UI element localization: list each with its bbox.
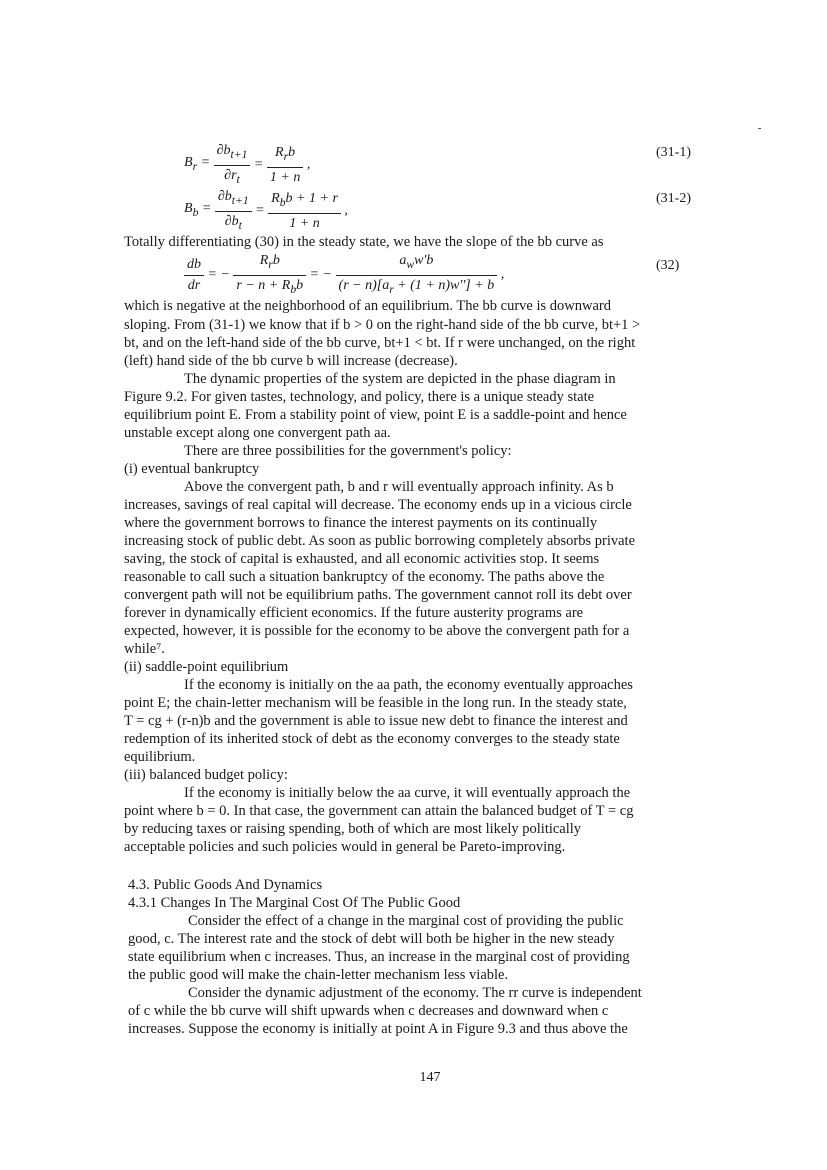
text-line: acceptable policies and such policies would in general be Pareto-improving.	[124, 839, 566, 855]
text-line: redemption of its inherited stock of debt as the economy converges to the steady state	[124, 731, 620, 747]
text-line: bt, and on the left-hand side of the bb curve, bt+1 < bt. If r were unchanged, on the right	[124, 335, 636, 351]
equation-number-31-2: (31-2)	[656, 191, 691, 206]
text-line: Figure 9.2. For given tastes, technology, and policy, there is a unique steady state	[124, 389, 595, 405]
text-line: (left) hand side of the bb curve b will increase (decrease).	[124, 353, 458, 369]
equation-number-31-1: (31-1)	[656, 145, 691, 160]
text-line: T = cg + (r-n)b and the government is able to issue new debt to finance the interest and	[124, 713, 628, 729]
text-line: (ii) saddle-point equilibrium	[124, 659, 289, 675]
text-line: 4.3. Public Goods And Dynamics	[128, 877, 323, 893]
text-line: equilibrium.	[124, 749, 196, 765]
text-line: Consider the dynamic adjustment of the economy. The rr curve is independent	[188, 985, 642, 1001]
text-line: equilibrium point E. From a stability point of view, point E is a saddle-point and hence	[124, 407, 627, 423]
equation-31-1: $B_r$ = $\frac{\partial b_{t+1}}{\partial r_t}$ = $\frac{R_rb}{1 + n}$ ,	[184, 143, 311, 186]
text-line: Consider the effect of a change in the marginal cost of providing the public	[188, 913, 624, 929]
text-line: reasonable to call such a situation bankruptcy of the economy. The paths above the	[124, 569, 605, 585]
text-line: forever in dynamically efficient economics. If the future austerity programs are	[124, 605, 584, 621]
text-line: point where b = 0. In that case, the government can attain the balanced budget of T = cg	[124, 803, 634, 819]
equation-32: $\frac{db}{dr}$ = − $\frac{R_rb}{r - n + R_bb}$ = − $\frac{a_ww'b}{(r - n)[a_r + (1 + n)w''] + b}$ ,	[184, 252, 504, 299]
text-line: while⁷.	[124, 641, 165, 657]
text-line: unstable except along one convergent path aa.	[124, 425, 391, 441]
text-line: increases. Suppose the economy is initially at point A in Figure 9.3 and thus above the	[128, 1021, 628, 1037]
text-line: (iii) balanced budget policy:	[124, 767, 288, 783]
text-line: point E; the chain-letter mechanism will be feasible in the long run. In the steady state,	[124, 695, 627, 711]
text-line: of c while the bb curve will shift upwards when c decreases and downward when c	[128, 1003, 609, 1019]
text-line: increasing stock of public debt. As soon as public borrowing completely absorbs private	[124, 533, 636, 549]
text-line: good, c. The interest rate and the stock of debt will both be higher in the new steady	[128, 931, 615, 947]
text-line: where the government borrows to finance the interest payments on its continually	[124, 515, 598, 531]
text-line: increases, savings of real capital will decrease. The economy ends up in a vicious circle	[124, 497, 632, 513]
text-line: by reducing taxes or raising spending, both of which are most likely politically	[124, 821, 582, 837]
text-line: saving, the stock of capital is exhausted, and all economic activities stop. It seems	[124, 551, 600, 567]
text-line: (i) eventual bankruptcy	[124, 461, 260, 477]
text-line: sloping. From (31-1) we know that if b > 0 on the right-hand side of the bb curve, bt+1 >	[124, 317, 641, 333]
text-line: There are three possibilities for the government's policy:	[184, 443, 512, 459]
equation-number-32: (32)	[656, 258, 680, 273]
text-line: 4.3.1 Changes In The Marginal Cost Of The Public Good	[128, 895, 461, 911]
text-line: If the economy is initially below the aa curve, it will eventually approach the	[184, 785, 631, 801]
equation-31-2: $B_b$ = $\frac{\partial b_{t+1}}{\partial b_t}$ = $\frac{R_bb + 1 + r}{1 + n}$ ,	[184, 189, 348, 232]
text-line: state equilibrium when c increases. Thus, an increase in the marginal cost of providing	[128, 949, 630, 965]
text-line: expected, however, it is possible for the economy to be above the convergent path for a	[124, 623, 630, 639]
page-number: 147	[419, 1070, 441, 1085]
text-line: convergent path will not be equilibrium paths. The government cannot roll its debt over	[124, 587, 632, 603]
text-line: The dynamic properties of the system are depicted in the phase diagram in	[184, 371, 616, 387]
text-line: the public good will make the chain-letter mechanism less viable.	[128, 967, 509, 983]
text-line: which is negative at the neighborhood of an equilibrium. The bb curve is downward	[124, 298, 611, 314]
text-line: Above the convergent path, b and r will eventually approach infinity. As b	[184, 479, 614, 495]
text-line: If the economy is initially on the aa path, the economy eventually approaches	[184, 677, 633, 693]
text-line: Totally differentiating (30) in the steady state, we have the slope of the bb curve as	[124, 234, 604, 250]
